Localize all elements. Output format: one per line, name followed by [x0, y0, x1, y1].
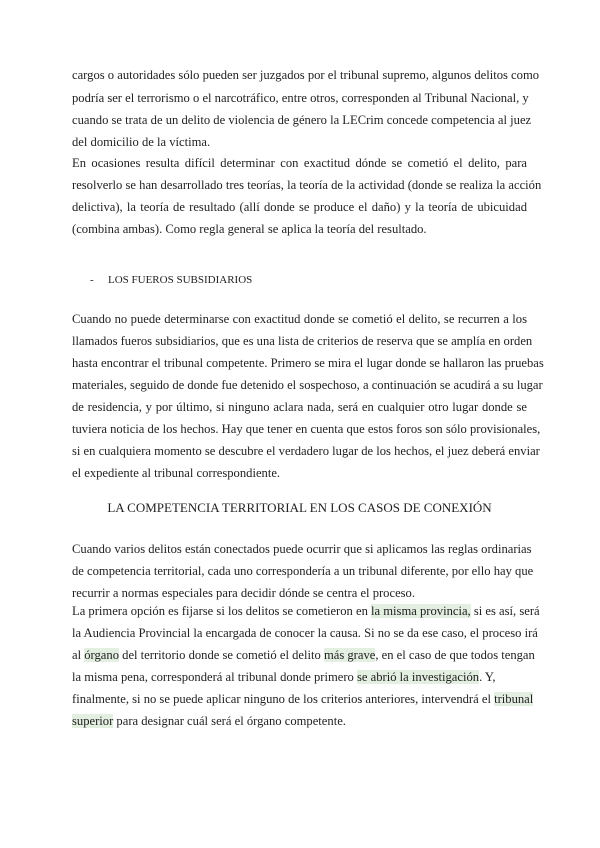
text-line — [72, 604, 540, 619]
text-span: del territorio donde se cometió el delito — [119, 648, 324, 662]
text-line: (combina ambas). Como regla general se aplica la teoría del resultado. — [72, 222, 427, 236]
section-title: LA COMPETENCIA TERRITORIAL EN LOS CASOS DE CONEXIÓN — [107, 500, 492, 515]
text-line: resolverlo se han desarrollado tres teorías, la teoría de la actividad (donde se realiza la acción — [72, 178, 542, 192]
text-line: delictiva), la teoría de resultado (allí donde se produce el daño) y la teoría de ubicuidad — [72, 200, 527, 214]
text-span: finalmente, si no se puede aplicar ninguno de los criterios anteriores, intervendrá el — [72, 692, 495, 706]
text-span: , en el caso de que todos tengan — [375, 648, 535, 662]
text-span: La primera opción es fijarse si los delitos se cometieron en — [72, 604, 372, 618]
text-line: materiales, seguido de donde fue detenido el sospechoso, a continuación se acudirá a su lugar — [72, 378, 543, 392]
text-line: de residencia, y por último, si ninguno aclara nada, será en cualquier otro lugar donde se — [72, 400, 527, 414]
text-line: el expediente al tribunal correspondiente. — [72, 466, 281, 480]
highlighted-text: órgano — [84, 648, 119, 662]
text-span: la misma pena, corresponderá al tribunal donde primero — [72, 670, 358, 684]
bullet-heading — [90, 274, 252, 286]
text-line — [72, 670, 527, 685]
highlighted-text: más grave — [323, 648, 376, 662]
highlighted-text: se abrió la investigación — [357, 670, 480, 684]
bullet-dash: - — [90, 274, 94, 286]
text-line: hasta encontrar el tribunal competente. Primero se mira el lugar donde se hallaron las pruebas — [72, 356, 544, 370]
text-line: si en cualquiera momento se descubre el verdadero lugar de los hechos, el juez deberá enviar — [72, 444, 540, 458]
highlighted-text: tribunal — [494, 692, 534, 706]
highlighted-text: la misma provincia, — [371, 604, 471, 618]
bullet-heading-text: LOS FUEROS SUBSIDIARIOS — [108, 274, 253, 286]
text-line: llamados fueros subsidiarios, que es una lista de criterios de reserva que se amplía en orden — [72, 334, 533, 348]
text-line: podría ser el terrorismo o el narcotráfico, entre otros, corresponden al Tribunal Nacional, y — [72, 91, 529, 105]
text-line — [72, 692, 534, 707]
text-line: del domicilio de la víctima. — [72, 135, 211, 149]
text-line — [72, 714, 527, 729]
text-span: . Y, — [479, 670, 496, 684]
highlighted-text: superior — [72, 714, 114, 728]
text-line: tuviera noticia de los hechos. Hay que tener en cuenta que estos foros son sólo provisionales, — [72, 422, 541, 436]
text-line — [72, 648, 535, 663]
text-line: de competencia territorial, cada uno correspondería a un tribunal diferente, por ello hay que — [72, 564, 534, 578]
text-span: para designar cuál será el órgano competente. — [113, 714, 346, 728]
text-line: cuando se trata de un delito de violencia de género la LECrim concede competencia al juez — [72, 113, 532, 127]
text-line: la Audiencia Provincial la encargada de conocer la causa. Si no se da ese caso, el proceso irá — [72, 626, 538, 640]
text-span: al — [72, 648, 85, 662]
text-line: cargos o autoridades sólo pueden ser juzgados por el tribunal supremo, algunos delitos como — [72, 68, 540, 82]
text-line: Cuando no puede determinarse con exactitud donde se cometió el delito, se recurren a los — [72, 312, 527, 326]
text-line: Cuando varios delitos están conectados puede ocurrir que si aplicamos las reglas ordinarias — [72, 542, 532, 556]
text-span: si es así, será — [470, 604, 540, 618]
text-line: En ocasiones resulta difícil determinar con exactitud dónde se cometió el delito, para — [72, 156, 527, 170]
text-line: recurrir a normas especiales para decidir dónde se centra el proceso. — [72, 586, 416, 600]
